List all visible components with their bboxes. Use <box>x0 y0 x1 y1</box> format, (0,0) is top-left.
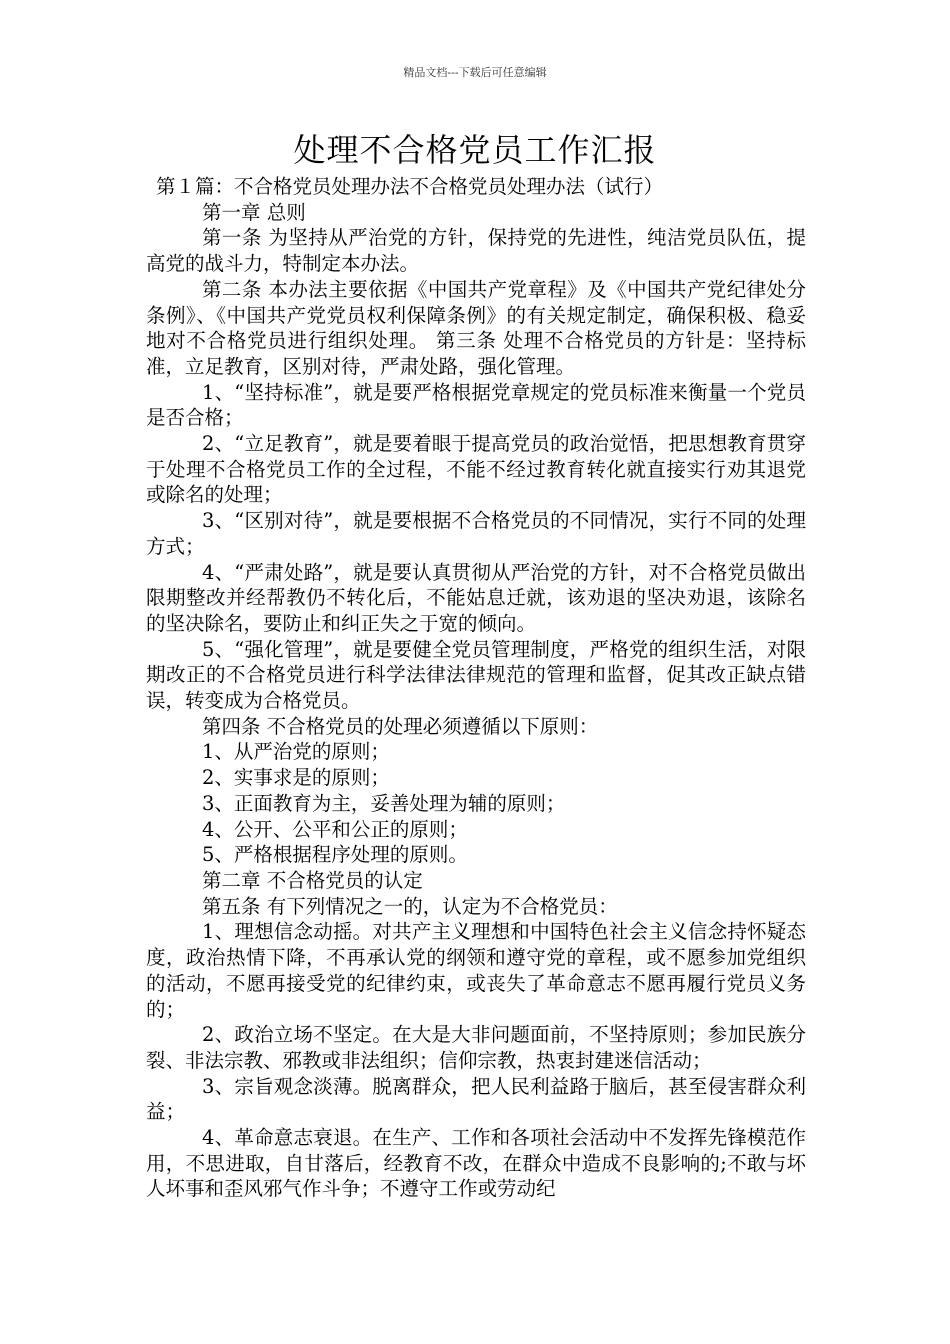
list-item: 2、“立足教育”，就是要着眼于提高党员的政治觉悟，把思想教育贯穿于处理不合格党员工作的全过程，不能不经过教育转化就直接实行劝其退党或除名的处理； <box>146 432 806 507</box>
list-item: 2、政治立场不坚定。在大是大非问题面前，不坚持原则；参加民族分裂、非法宗教、邪教或非法组织；信仰宗教，热衷封建迷信活动； <box>146 1023 806 1072</box>
document-subtitle: 第１篇：不合格党员处理办法不合格党员处理办法（试行） <box>156 175 664 198</box>
list-item: 3、宗旨观念淡薄。脱离群众，把人民利益路于脑后，甚至侵害群众利益； <box>146 1074 806 1124</box>
chapter-heading: 第二章 不合格党员的认定 <box>202 868 423 892</box>
list-item: 2、实事求是的原则； <box>202 766 390 790</box>
list-item: 4、革命意志衰退。在生产、工作和各项社会活动中不发挥先锋模范作用，不思进取，自甘落后，经教育不改，在群众中造成不良影响的;不敢与坏人坏事和歪风邪气作斗争；不遵守工作或劳动纪 <box>146 1126 806 1201</box>
list-item: 1、“坚持标准”，就是要严格根据党章规定的党员标准来衡量一个党员是否合格； <box>146 380 806 430</box>
list-item: 3、正面教育为主，妥善处理为辅的原则； <box>202 791 566 815</box>
list-item: 1、从严治党的原则； <box>202 740 390 764</box>
header-note: 精品文档---下载后可任意编辑 <box>403 66 547 79</box>
list-item: 5、严格根据程序处理的原则。 <box>202 843 468 867</box>
list-item: 4、“严肃处路”，就是要认真贯彻从严治党的方针，对不合格党员做出限期整改并经帮教仍不转化后，不能姑息迁就，该劝退的坚决劝退，该除名的坚决除名，要防止和纠正失之于宽的倾向。 <box>146 560 806 635</box>
list-item: 3、“区别对待”，就是要根据不合格党员的不同情况，实行不同的处理方式； <box>146 509 806 558</box>
document-title: 处理不合格党员工作汇报 <box>293 131 657 169</box>
chapter-heading: 第一章 总则 <box>202 200 306 224</box>
paragraph: 第一条 为坚持从严治党的方针，保持党的先进性，纯洁党员队伍，提高党的战斗力，特制定本办法。 <box>146 226 806 276</box>
list-item: 4、公开、公平和公正的原则； <box>202 817 468 841</box>
document-body <box>146 174 806 1202</box>
paragraph: 第二条 本办法主要依据《中国共产党章程》及《中国共产党纪律处分条例》、《中国共产党党员权利保障条例》的有关规定制定，确保积极、稳妥地对不合格党员进行组织处理。 第三条 处理不合格党员的方针是：坚持标准，立足教育，区别对待，严肃处路，强化管理。 <box>146 277 806 378</box>
paragraph: 第四条 不合格党员的处理必须遵循以下原则： <box>202 714 599 738</box>
paragraph: 第五条 有下列情况之一的，认定为不合格党员： <box>202 894 618 918</box>
list-item: 1、理想信念动摇。对共产主义理想和中国特色社会主义信念持怀疑态度，政治热情下降，不再承认党的纲领和遵守党的章程，或不愿参加党组织的活动，不愿再接受党的纪律约束，或丧失了革命意志不愿再履行党员义务的； <box>146 920 806 1021</box>
list-item: 5、“强化管理”，就是要健全党员管理制度，严格党的组织生活，对限期改正的不合格党员进行科学法律法律规范的管理和监督，促其改正缺点错误，转变成为合格党员。 <box>146 637 806 713</box>
